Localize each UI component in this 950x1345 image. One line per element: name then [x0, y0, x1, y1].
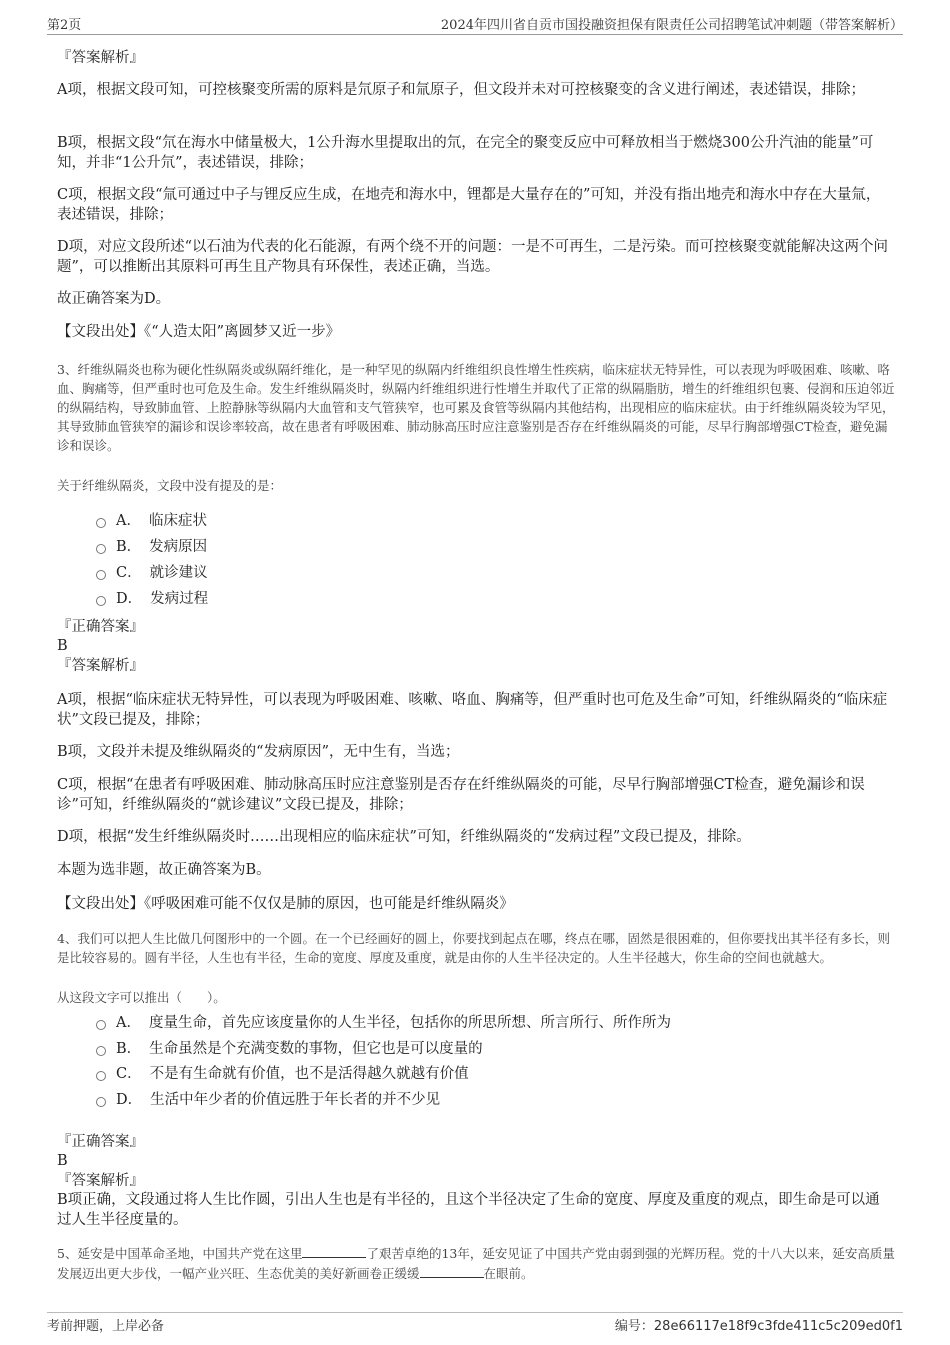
q3-option-c[interactable]: C． 就诊建议 — [96, 563, 208, 583]
radio-icon[interactable] — [96, 518, 106, 528]
q3-answer: B — [57, 638, 68, 654]
radio-icon[interactable] — [96, 1020, 106, 1030]
q3-option-d[interactable]: D． 发病过程 — [96, 589, 208, 609]
radio-icon[interactable] — [96, 1046, 106, 1056]
page-number: 第2页 — [47, 18, 82, 33]
q3-conclusion: 本题为选非题，故正确答案为B。 — [57, 862, 271, 878]
q4-passage: 4、我们可以把人生比做几何图形中的一个圆。在一个已经画好的圆上，你要找到起点在哪，终点在哪，固然是很困难的，但你要找出其半径有多长，则是比较容易的。圆有半径，人生也有半径，生命的宽度、厚度及重度，就是由你的人生半径决定的。人生半径越大，你生命的空间也就越大。 — [57, 931, 890, 965]
footer-slogan: 考前押题，上岸必备 — [47, 1319, 165, 1334]
q3-analysis-d: D项，根据“发生纤维纵隔炎时……出现相应的临床症状”可知，纤维纵隔炎的“发病过程”文段已提及，排除。 — [57, 829, 751, 845]
q3-analysis-c: C项，根据“在患者有呼吸困难、肺动脉高压时应注意鉴别是否存在纤维纵隔炎的可能，尽早行胸部增强CT检查，避免漏诊和误诊”可知，纤维纵隔炎的“就诊建议”文段已提及，排除； — [57, 777, 865, 813]
radio-icon[interactable] — [96, 1097, 106, 1107]
radio-icon[interactable] — [96, 570, 106, 580]
q4-option-c[interactable]: C． 不是有生命就有价值，也不是活得越久就越有价值 — [96, 1064, 469, 1084]
q3-passage: 3、纤维纵隔炎也称为硬化性纵隔炎或纵隔纤维化，是一种罕见的纵隔内纤维组织良性增生性疾病，临床症状无特异性，可以表现为呼吸困难、咳嗽、咯血、胸痛等，但严重时也可危及生命。发生纤维纵隔炎时，纵隔内纤维组织进行性增生并取代了正常的纵隔脂肪，增生的纤维组织包裹、侵润和压迫邻近的纵隔结构，导致肺血管、上腔静脉等纵隔内大血管和支气管狭窄，也可累及食管等纵隔内其他结构，出现相应的临床症状。由于纤维纵隔炎较为罕见，其导致肺血管狭窄的漏诊和误诊率较高，故在患者有呼吸困难、肺动脉高压时应注意鉴别是否存在纤维纵隔炎的可能，尽早行胸部增强CT检查，避免漏诊和误诊。 — [57, 362, 895, 453]
q4-answer-label: 『正确答案』 — [57, 1134, 144, 1150]
q4-answer: B — [57, 1153, 68, 1169]
q2-analysis-b: B项，根据文段“氘在海水中储量极大，1公升海水里提取出的氘，在完全的聚变反应中可释放相当于燃烧300公升汽油的能量”可知，并非“1公升氘”，表述错误，排除； — [57, 135, 874, 171]
q3-source: 【文段出处】《呼吸困难可能不仅仅是肺的原因，也可能是纤维纵隔炎》 — [57, 896, 514, 912]
q3-analysis-label: 『答案解析』 — [57, 658, 144, 674]
radio-icon[interactable] — [96, 1071, 106, 1081]
page-header — [47, 14, 903, 35]
q3-analysis-b: B项，文段并未提及维纵隔炎的“发病原因”，无中生有，当选； — [57, 744, 460, 760]
q2-analysis-a: A项，根据文段可知，可控核聚变所需的原料是氘原子和氚原子，但文段并未对可控核聚变的含义进行阐述，表述错误，排除； — [57, 82, 865, 98]
q4-analysis: B项正确，文段通过将人生比作圆，引出人生也是有半径的，且这个半径决定了生命的宽度、厚度及重度的观点，即生命是可以通过人生半径度量的。 — [57, 1192, 880, 1228]
q3-analysis-a: A项，根据“临床症状无特异性，可以表现为呼吸困难、咳嗽、咯血、胸痛等，但严重时也可危及生命”可知，纤维纵隔炎的“临床症状”文段已提及，排除； — [57, 692, 888, 728]
q4-option-d[interactable]: D． 生活中年少者的价值远胜于年长者的并不少见 — [96, 1090, 440, 1110]
q4-question: 从这段文字可以推出（ ）。 — [57, 990, 226, 1005]
document-title: 2024年四川省自贡市国投融资担保有限责任公司招聘笔试冲刺题（带答案解析） — [440, 18, 903, 33]
blank-2[interactable] — [420, 1265, 484, 1278]
radio-icon[interactable] — [96, 544, 106, 554]
radio-icon[interactable] — [96, 596, 106, 606]
footer-code: 编号：28e66117e18f9c3fde411c5c209ed0f1 — [614, 1319, 903, 1334]
blank-1[interactable] — [302, 1245, 366, 1258]
q5-question: 5、延安是中国革命圣地，中国共产党在这里 了艰苦卓绝的13年，延安见证了中国共产党由弱到强的光辉历程。党的十八大以来，延安高质量发展迈出更大步伐，一幅产业兴旺、生态优美的美好新画卷正缓缓 在眼前。 — [57, 1246, 895, 1281]
q3-question: 关于纤维纵隔炎，文段中没有提及的是： — [57, 478, 283, 493]
q4-analysis-label: 『答案解析』 — [57, 1173, 144, 1189]
q3-answer-label: 『正确答案』 — [57, 619, 144, 635]
q4-option-b[interactable]: B． 生命虽然是个充满变数的事物，但它也是可以度量的 — [96, 1039, 483, 1059]
q2-analysis-label: 『答案解析』 — [57, 50, 144, 66]
q4-option-a[interactable]: A． 度量生命，首先应该度量你的人生半径，包括你的所思所想、所言所行、所作所为 — [96, 1013, 671, 1033]
q2-analysis-d: D项，对应文段所述“以石油为代表的化石能源，有两个绕不开的问题：一是不可再生，二是污染。而可控核聚变就能解决这两个问题”，可以推断出其原料可再生且产物具有环保性，表述正确，当选。 — [57, 239, 889, 275]
q3-option-a[interactable]: A． 临床症状 — [96, 511, 207, 531]
q2-conclusion: 故正确答案为D。 — [57, 291, 171, 307]
q2-source: 【文段出处】《“人造太阳”离圆梦又近一步》 — [57, 324, 341, 340]
q2-analysis-c: C项，根据文段“氚可通过中子与锂反应生成，在地壳和海水中，锂都是大量存在的”可知，并没有指出地壳和海水中存在大量氚，表述错误，排除； — [57, 187, 881, 223]
page-footer — [47, 1312, 903, 1335]
q3-option-b[interactable]: B． 发病原因 — [96, 537, 207, 557]
